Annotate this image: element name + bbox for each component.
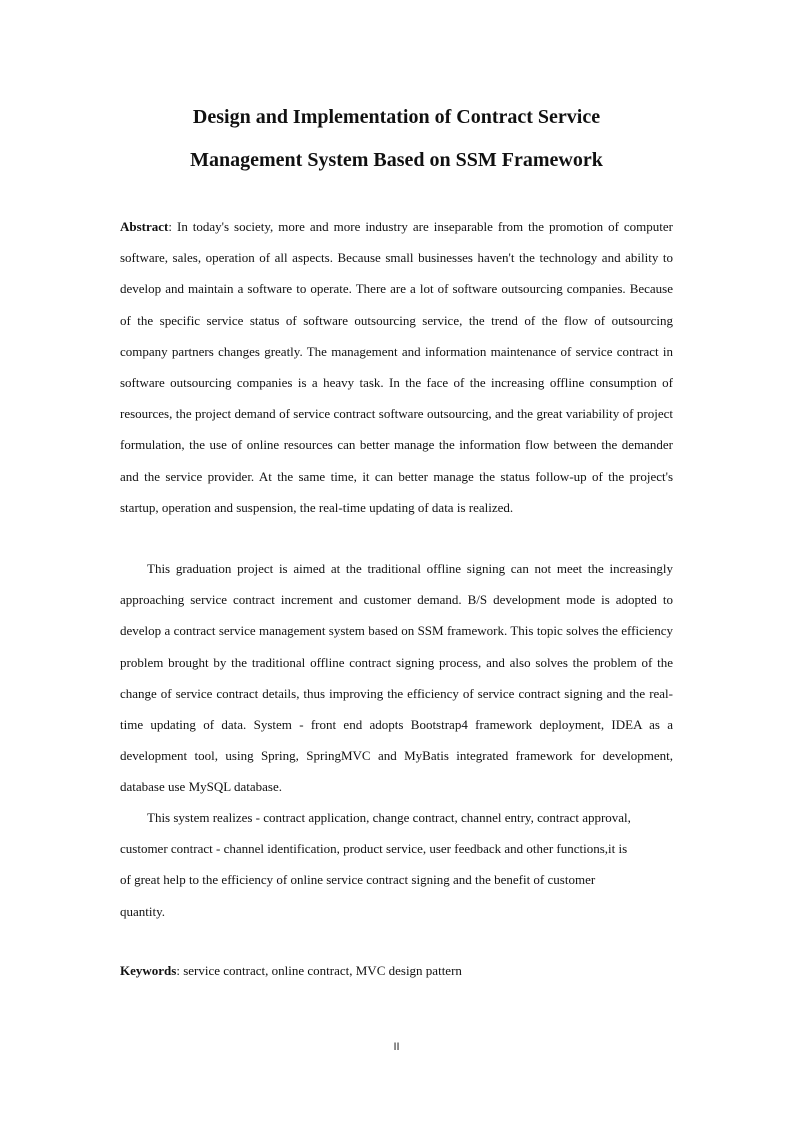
- abstract-label: Abstract: [120, 219, 169, 234]
- page-number: II: [393, 1041, 400, 1053]
- keywords-text: service contract, online contract, MVC design pattern: [183, 963, 462, 978]
- keywords-line: [120, 955, 673, 986]
- keywords-separator: :: [176, 963, 184, 978]
- title-line-2: Management System Based on SSM Framework: [190, 149, 603, 171]
- abstract-paragraph-3: This system realizes - contract application, change contract, channel entry, contract approval, customer contract - channel identification, product service, user feedback and other functions,it is of great help to the efficiency of online service contract signing and the benefit of customer quantity.: [120, 810, 631, 919]
- abstract-paragraph-1: [120, 211, 673, 523]
- keywords-label: Keywords: [120, 963, 177, 978]
- title-line-1: Design and Implementation of Contract Service: [192, 106, 601, 128]
- abstract-label-separator: :: [168, 219, 177, 234]
- abstract-paragraph-2: This graduation project is aimed at the traditional offline signing can not meet the increasingly approaching service contract increment and customer demand. B/S development mode is adopted to develop a contract service management system based on SSM framework. This topic solves the efficiency problem brought by the traditional offline contract signing process, and also solves the problem of the change of service contract details, thus improving the efficiency of service contract signing and the real-time updating of data. System - front end adopts Bootstrap4 framework deployment, IDEA as a development tool, using Spring, SpringMVC and MyBatis integrated framework for development, database use MySQL database.: [120, 561, 673, 795]
- abstract-text-1: In today's society, more and more industry are inseparable from the promotion of computer software, sales, operation of all aspects. Because small businesses haven't the technology and ability to develop and maintain a software to operate. There are a lot of software outsourcing companies. Because of the specific service status of software outsourcing service, the trend of the flow of outsourcing company partners changes greatly. The management and information maintenance of service contract in software outsourcing companies is a heavy task. In the face of the increasing offline consumption of resources, the project demand of service contract software outsourcing, and the great variability of project formulation, the use of online resources can better manage the information flow between the demander and the service provider. At the same time, it can better manage the status follow-up of the project's startup, operation and suspension, the real-time updating of data is realized.: [120, 219, 673, 515]
